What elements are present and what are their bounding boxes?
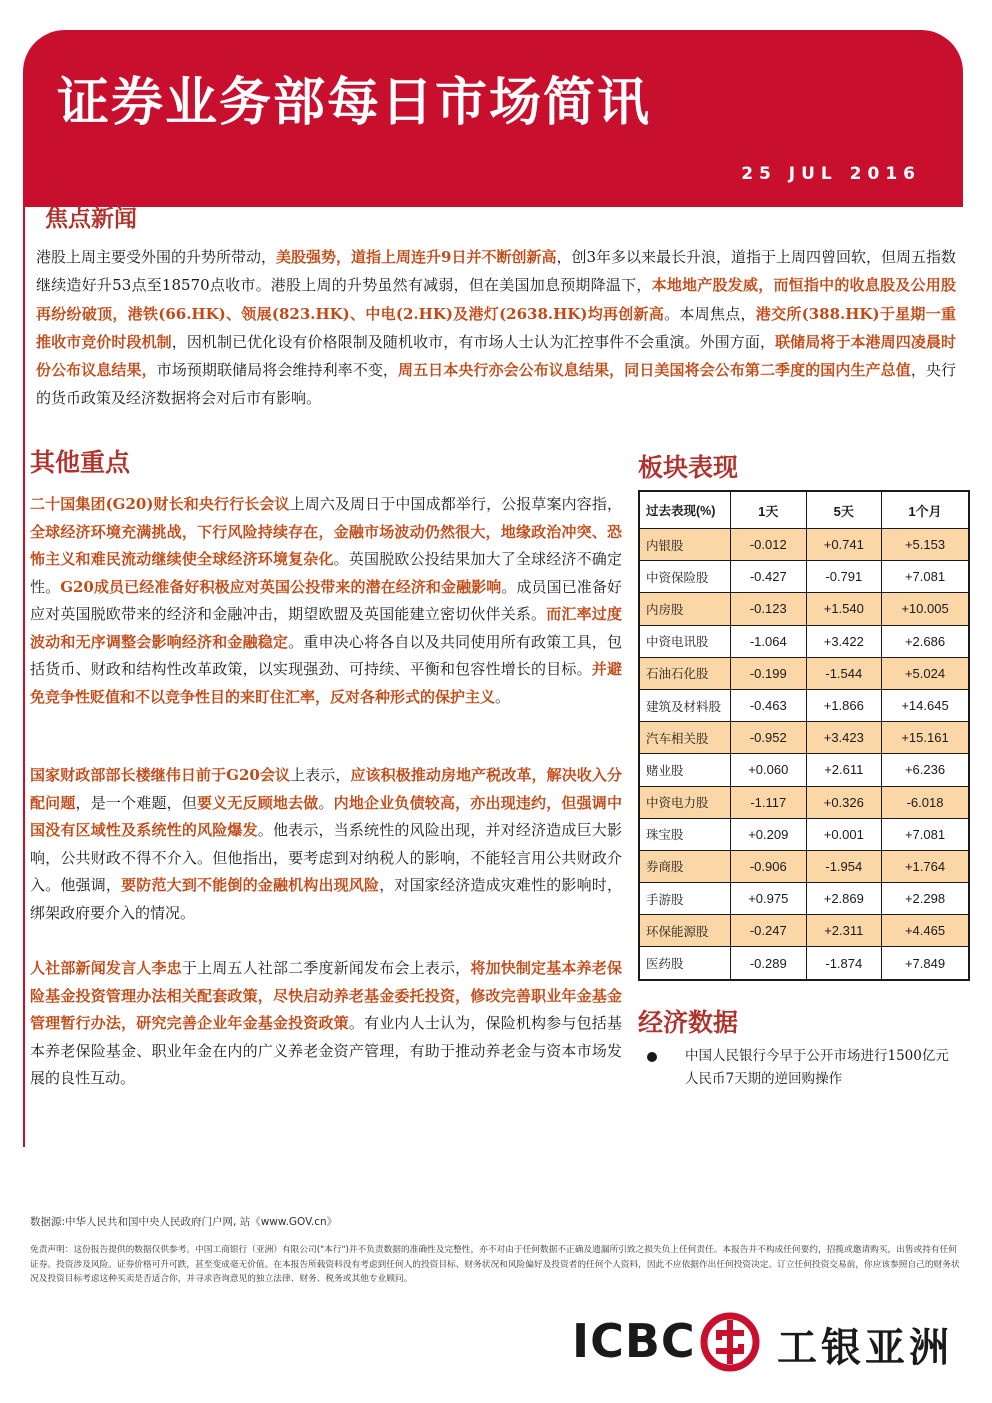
column-header: 1天 <box>731 491 807 529</box>
bullet-icon <box>647 1052 657 1062</box>
sector-value-cell: +0.001 <box>806 818 882 850</box>
sector-table-body <box>639 529 969 980</box>
sector-value-cell: -0.952 <box>731 722 807 754</box>
table-row <box>639 625 969 657</box>
sector-value-cell: +0.975 <box>731 883 807 915</box>
body-text: 于上周五人社部二季度新闻发布会上表示， <box>181 959 471 977</box>
sector-value-cell: +15.161 <box>882 722 969 754</box>
focus-news-paragraph <box>36 243 956 413</box>
body-text: 上表示， <box>290 766 351 784</box>
body-text: 上周六及周日于中国成都举行，公报草案内容指， <box>289 495 622 513</box>
sector-value-cell: -0.289 <box>731 947 807 980</box>
highlight-text: 并避免竞争性贬值和不以竞争性目的来盯住汇率，反对各种形式的保护主义 <box>30 660 622 706</box>
sector-value-cell: +0.209 <box>731 818 807 850</box>
focus-news-title: 焦点新闻 <box>45 206 137 232</box>
table-row <box>639 947 969 980</box>
table-row <box>639 657 969 689</box>
page-title: 证券业务部每日市场简讯 <box>57 73 652 133</box>
sector-value-cell: -0.427 <box>731 561 807 593</box>
sector-value-cell: +2.611 <box>806 754 882 786</box>
body-text: 。 <box>495 687 511 706</box>
sector-performance-table <box>638 490 970 981</box>
left-accent-rule <box>23 207 25 1147</box>
sector-value-cell: +2.311 <box>806 915 882 947</box>
body-text: 。 <box>318 793 334 812</box>
highlight-text: 应该积极推动房地产税改革，解决收入分配问题 <box>30 766 622 812</box>
sector-name-cell: 环保能源股 <box>639 915 731 947</box>
table-row <box>639 818 969 850</box>
report-date: 25 JUL 2016 <box>741 164 921 184</box>
sector-name-cell: 中资电力股 <box>639 786 731 818</box>
highlight-text: 内地企业负债较高，亦出现违约，但强调中国没有区域性及系统性的风险爆发 <box>30 793 622 839</box>
sector-name-cell: 赌业股 <box>639 754 731 786</box>
sector-name-cell: 券商股 <box>639 850 731 882</box>
sector-value-cell: +14.645 <box>882 689 969 721</box>
sector-name-cell: 内银股 <box>639 529 731 561</box>
sector-value-cell: -1.954 <box>806 850 882 882</box>
sector-value-cell: +3.423 <box>806 722 882 754</box>
sector-value-cell: -1.874 <box>806 947 882 980</box>
header-banner <box>23 30 963 207</box>
data-source-note: 数据源:中华人民共和国中央人民政府门户网, 站《www.GOV.cn》 <box>30 1216 338 1228</box>
table-row <box>639 529 969 561</box>
highlight-text: 要防范大到不能倒的金融机构出现风险 <box>121 876 380 894</box>
social-security-paragraph <box>30 955 622 1093</box>
sector-value-cell: -6.018 <box>882 786 969 818</box>
sector-value-cell: -0.906 <box>731 850 807 882</box>
sector-value-cell: +10.005 <box>882 593 969 625</box>
sector-value-cell: -1.064 <box>731 625 807 657</box>
highlight-text: 美股强势，道指上周连升9日并不断创新高 <box>276 248 557 266</box>
sector-name-cell: 珠宝股 <box>639 818 731 850</box>
sector-value-cell: +0.741 <box>806 529 882 561</box>
logo-text-cn: 工银亚洲 <box>777 1325 953 1371</box>
highlight-text: 二十国集团(G20)财长和央行行长会议 <box>30 495 290 513</box>
table-row <box>639 561 969 593</box>
table-row <box>639 850 969 882</box>
g20-paragraph <box>30 491 622 711</box>
sector-name-cell: 石油石化股 <box>639 657 731 689</box>
sector-value-cell: +7.849 <box>882 947 969 980</box>
table-row <box>639 593 969 625</box>
sector-value-cell: +3.422 <box>806 625 882 657</box>
sector-name-cell: 内房股 <box>639 593 731 625</box>
sector-value-cell: +1.540 <box>806 593 882 625</box>
sector-name-cell: 中资保险股 <box>639 561 731 593</box>
body-text: 。本周焦点， <box>664 304 756 323</box>
body-text: 。他表示，当系统性的风险出现，并对经济造成巨大影响，公共财政不得不介入。但他指出，要考虑到对纳税人的影响，不能轻言用公共财政介入。他强调， <box>30 821 622 894</box>
table-row <box>639 689 969 721</box>
disclaimer-text: 免责声明：这份报告提供的数据仅供参考。中国工商银行（亚洲）有限公司("本行")并不负责数据的准确性及完整性，亦不对由于任何数据不正确及遗漏所引致之损失负上任何责任。本报告并不构成任何要约，招揽或邀请购买，出售或持有任何证券。投资涉及风险。证券价格可升可跌，甚至变成毫无价值。在本报告所载资料没有考虑到任何人的投资目标、财务状况和风险偏好及投资者的任何个人资料，因此不应依据作出任何投资决定。订立任何投资交易前，你应该参照自己的财务状况及投资目标考虑这种买卖是否适合你，并寻求咨询意见的独立法律、财务、税务或其他专业顾问。 <box>30 1245 960 1284</box>
sector-performance-title: 板块表现 <box>638 453 739 482</box>
economic-data-title: 经济数据 <box>638 1008 739 1037</box>
sector-value-cell: +5.024 <box>882 657 969 689</box>
column-header: 过去表现(%) <box>639 491 731 529</box>
sector-value-cell: +5.153 <box>882 529 969 561</box>
economic-item-text: 中国人民银行今早于公开市场进行1500亿元人民币7天期的逆回购操作 <box>685 1048 949 1087</box>
highlight-text: 而汇率过度波动和无序调整会影响经济和金融稳定 <box>30 605 622 651</box>
other-highlights-title: 其他重点 <box>30 448 131 477</box>
sector-value-cell: -1.544 <box>806 657 882 689</box>
highlight-text: 港交所(388.HK)于星期一重推收市竞价时段机制 <box>36 304 956 351</box>
highlight-text: 联储局将于本港周四凌晨时份公布议息结果， <box>36 332 956 380</box>
body-text: ，是一个难题，但 <box>75 793 198 812</box>
column-header: 1个月 <box>882 491 969 529</box>
sector-value-cell: +1.866 <box>806 689 882 721</box>
sector-value-cell: +2.686 <box>882 625 969 657</box>
body-text: 市场预期联储局将会维持利率不变， <box>156 361 398 380</box>
table-row <box>639 915 969 947</box>
sector-value-cell: +7.081 <box>882 818 969 850</box>
body-text: ，对国家经济造成灾难性的影响时，绑架政府要介入的情况。 <box>30 876 622 922</box>
column-header: 5天 <box>806 491 882 529</box>
highlight-text: 全球经济环境充满挑战，下行风险持续存在，金融市场波动仍然很大，地缘政治冲突、恐怖主义和难民流动继续使全球经济环境复杂化 <box>30 522 622 568</box>
body-text: 。成员国已准备好应对英国脱欧带来的经济和金融冲击，期望欧盟及英国能建立密切伙伴关系。 <box>30 577 622 623</box>
table-row <box>639 722 969 754</box>
highlight-text: 国家财政部部长楼继伟日前于G20会议 <box>30 766 291 784</box>
sector-value-cell: +2.869 <box>806 883 882 915</box>
sector-value-cell: +2.298 <box>882 883 969 915</box>
sector-value-cell: -0.791 <box>806 561 882 593</box>
logo-text-en: ICBC <box>572 1314 696 1368</box>
sector-name-cell: 手游股 <box>639 883 731 915</box>
table-row <box>639 754 969 786</box>
highlight-text: 人社部新闻发言人李忠 <box>30 959 182 977</box>
highlight-text: 将加快制定基本养老保险基金投资管理办法相关配套政策，尽快启动养老基金委托投资，修改完善职业年金基金管理暂行办法，研究完善企业年金基金投资政策 <box>30 959 622 1032</box>
table-row <box>639 786 969 818</box>
body-text: ，央行的货币政策及经济数据将会对后市有影响。 <box>36 361 956 408</box>
sector-value-cell: +0.326 <box>806 786 882 818</box>
sector-value-cell: -0.247 <box>731 915 807 947</box>
highlight-text: 周五日本央行亦会公布议息结果，同日美国将会公布第二季度的国内生产总值 <box>398 361 911 380</box>
icbc-logo <box>572 1312 962 1372</box>
sector-value-cell: +0.060 <box>731 754 807 786</box>
body-text: 。有业内人士认为，保险机构参与包括基本养老保险基金、职业年金在内的广义养老金资产管理，有助于推动养老金与资本市场发展的良性互动。 <box>30 1014 622 1087</box>
sector-value-cell: +1.764 <box>882 850 969 882</box>
sector-value-cell: +6.236 <box>882 754 969 786</box>
table-row <box>639 883 969 915</box>
body-text: 。重申决心将各自以及共同使用所有政策工具，包括货币、财政和结构性改革政策，以实现强劲、可持续、平衡和包容性增长的目标。 <box>30 632 622 678</box>
sector-value-cell: -0.123 <box>731 593 807 625</box>
finance-ministry-paragraph <box>30 762 622 927</box>
sector-value-cell: -0.012 <box>731 529 807 561</box>
highlight-text: 要义无反顾地去做 <box>197 793 319 812</box>
sector-name-cell: 医药股 <box>639 947 731 980</box>
body-text: ，创3年多以来最长升浪，道指于上周四曾回软，但周五指数继续造好升53点至18570点收市。港股上周的升势虽然有减弱，但在美国加息预期降温下， <box>36 248 957 295</box>
table-header-row <box>639 491 969 529</box>
sector-name-cell: 中资电讯股 <box>639 625 731 657</box>
sector-value-cell: +7.081 <box>882 561 969 593</box>
highlight-text: G20成员已经准备好积极应对英国公投带来的潜在经济和金融影响 <box>60 577 502 596</box>
icbc-emblem-icon <box>700 1312 760 1372</box>
sector-value-cell: -0.463 <box>731 689 807 721</box>
economic-data-list <box>645 1045 960 1091</box>
sector-name-cell: 建筑及材料股 <box>639 689 731 721</box>
sector-value-cell: +4.465 <box>882 915 969 947</box>
body-text: 港股上周主要受外围的升势所带动， <box>36 248 277 266</box>
sector-value-cell: -0.199 <box>731 657 807 689</box>
sector-value-cell: -1.117 <box>731 786 807 818</box>
list-item <box>645 1045 960 1091</box>
body-text: 。英国脱欧公投结果加大了全球经济不确定性。 <box>30 550 622 596</box>
sector-name-cell: 汽车相关股 <box>639 722 731 754</box>
highlight-text: 本地地产股发威，而恒指中的收息股及公用股再纷纷破顶，港铁(66.HK)、领展(823.HK)、中电(2.HK)及港灯(2638.HK)均再创新高 <box>36 276 956 323</box>
body-text: ，因机制已优化设有价格限制及随机收市，有市场人士认为汇控事件不会重演。外围方面， <box>171 332 776 351</box>
